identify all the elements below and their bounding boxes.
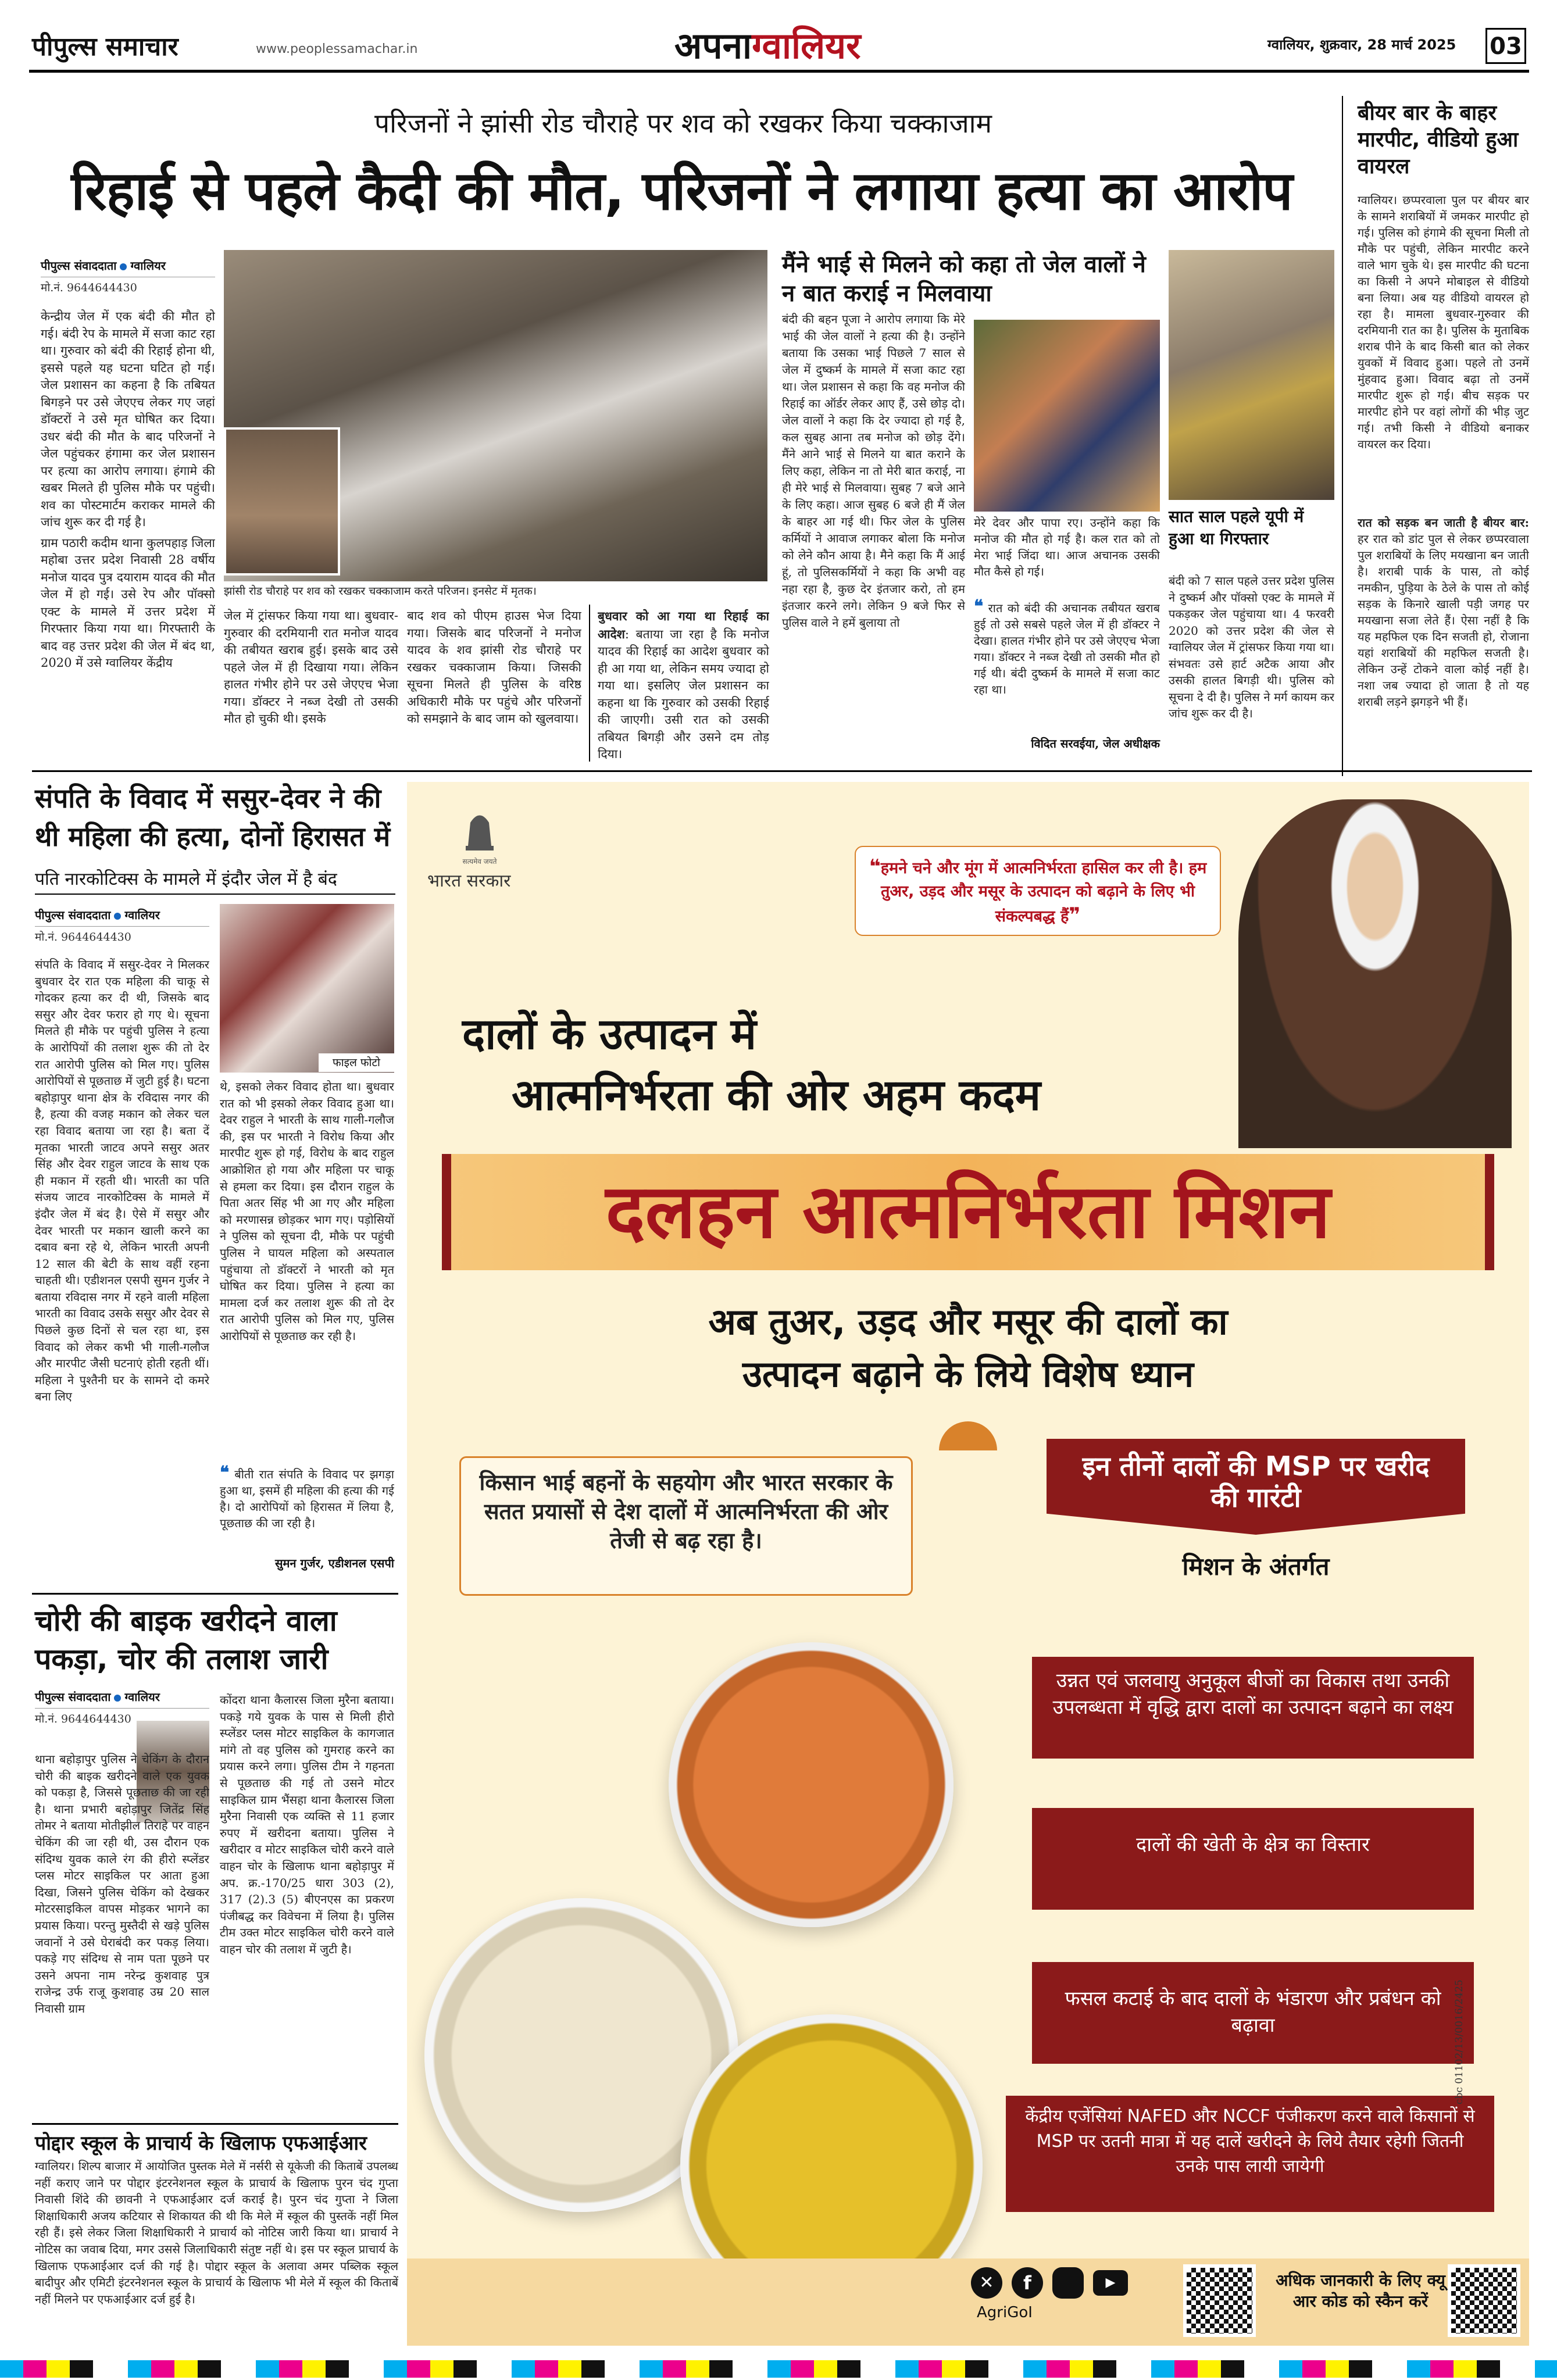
website-url: www.peoplessamachar.in (256, 42, 418, 56)
deceased-inset-photo (224, 427, 340, 576)
social-youtube-icon: ▶ (1093, 2270, 1128, 2296)
page-number: 03 (1485, 28, 1526, 64)
pm-quote-icon: ❝ (869, 855, 881, 878)
ad-sub-line2: उत्पादन बढ़ाने के लिये विशेष ध्यान (742, 1353, 1194, 1395)
property-quote-text: बीती रात संपति के विवाद पर झगड़ा हुआ था, इसमें ही महिला की हत्या की गई है। दो आरोपियों को हिरासत में लिया है, पूछताछ की जा रही है। (220, 1467, 394, 1530)
file-photo-label: फाइल फोटो (319, 1053, 394, 1072)
masthead (0, 0, 1557, 69)
bar-substory (1358, 514, 1529, 764)
property-byline-city: ग्वालियर (124, 908, 160, 922)
bar-headline: बीयर बार के बाहर मारपीट, वीडियो हुआ वायरल (1358, 101, 1519, 178)
bike-byline-phone: मो.नं. 9644644430 (35, 1708, 209, 1726)
property-kicker: पति नारकोटिक्स के मामले में इंदौर जेल में है बंद (35, 866, 395, 895)
bike-byline-dot-icon (114, 1695, 121, 1702)
section-title (674, 20, 860, 69)
school-headline: पोद्दार स्कूल के प्राचार्य के खिलाफ एफआईआर (35, 2132, 367, 2155)
property-quote-icon: ❝ (220, 1465, 230, 1483)
property-column-1: संपति के विवाद में ससुर-देवर ने मिलकर बुधवार देर रात एक महिला की चाकू से गोदकर हत्या कर दी थी, जिसके बाद ससुर और देवर फरार हो गए थे। सूचना मिलते ही मौके पर पहुंची पुलिस ने हत्या के आरोपियों की तलाश शुरू की तो देर रात आरोपी पुलिस को मिल गए। पुलिस आरोपियों से पूछताछ में जुटी हुई है। घटना बहोड़ापुर थाना क्षेत्र के रविदास नगर की है, हत्या की वजह मकान को लेकर चल रहा विवाद बताया जा रहा है। बता दें मृतका भारती जाटव अपने ससुर अतर सिंह और देवर राहुल जाटव के साथ एक ही मकान में रहती थी। भारती का पति संजय जाटव नारकोटिक्स के मामले में इंदौर जेल में बंद है। ऐसे में ससुर और देवर भारती पर मकान खाली करने का दबाव बना रहे थे, लेकिन भारती अपनी 12 साल की बेटी के साथ वहीं रहना चाहती थी। एडीशनल एसपी सुमन गुर्जर ने बताया रविदास नगर में रहने वाली महिला भारती का विवाद उसके ससुर और देवर से पिछले कुछ दिनों से चल रहा था, इस विवाद को लेकर कभी भी गाली-गलौज और मारपीट जैसी घटनाएं होती रहती थीं। महिला ने पुश्तैनी घर के सामने दो कमरे बना लिए (35, 957, 209, 1404)
lead-byline (41, 258, 215, 295)
msp-guarantee-title: इन तीनों दालों की MSP पर खरीद की गारंटी (1082, 1450, 1430, 1513)
mission-point-3-text: फसल कटाई के बाद दालों के भंडारण और प्रबंधन को बढ़ावा (1065, 1987, 1441, 2037)
mission-title: दलहन आत्मनिर्भरता मिशन (605, 1168, 1331, 1255)
bike-column-1: थाना बहोड़ापुर पुलिस ने चेकिंग के दौरान चोरी की बाइक खरीदने वाले एक युवक को पकड़ा है, जिससे पूछताछ की जा रही है। थाना प्रभारी बहोड़ापुर जितेंद्र सिंह तोमर ने बताया मोतीझील तिराहे पर वाहन चेकिंग की जा रही थी, उस दौरान एक संदिग्ध युवक काले रंग की हीरो स्प्लेंडर प्लस मोटर साइकिल पर आता हुआ दिखा, जिसने पुलिस चेकिंग को देखकर मोटरसाइकिल वापस मोड़कर भागने का प्रयास किया। परन्तु मुस्तैदी से खड़े पुलिस जवानों ने उसे घेराबंदी कर पकड़ लिया। पकड़े गए संदिग्ध से नाम पता पूछने पर उसने अपना नाम नरेन्द्र कुशवाह पुत्र राजेन्द्र उर्फ राजू कुशवाह उम्र 20 साल निवासी ग्राम (35, 1752, 209, 2016)
byline-dot-icon (120, 263, 127, 270)
jail-quote (974, 599, 1160, 727)
release-order-text: : बताया जा रहा है कि मनोज यादव की रिहाई का आदेश बुधवार को ही आ गया था, लेकिन समय ज्यादा हो गया था। इसलिए जेल प्रशासन का कहना था कि गुरुवार को उसकी रिहाई की जाएगी। उसी रात को उसकी तबियत बिगड़ी और उसने दम तोड़ दिया। (598, 627, 769, 761)
pm-quote-close-icon: ❞ (1069, 903, 1081, 927)
property-column-2: थे, इसको लेकर विवाद होता था। बुधवार रात को भी इसको लेकर विवाद हुआ था। देवर राहुल ने भारती के साथ गाली-गलौज की, इस पर भारती ने विरोध किया और मारपीट शुरू हो गई, विरोध के बाद राहुल आक्रोशित हो गया और महिला पर चाकू से हमला कर दिया। इस दौरान राहुल के पिता अतर सिंह भी आ गए और महिला को मरणासन्न छोड़कर भाग गए। पड़ोसियों ने पुलिस को सूचना दी, मौके पर पहुंची पुलिस ने घायल महिला को अस्पताल पहुंचाया तो डॉक्टरों ने भारती को मृत घोषित कर दिया। पुलिस ने हत्या का मामला दर्ज कर तलाश शुरू की तो देर रात आरोपी पुलिस को मिल गए, पुलिस आरोपियों से पूछताछ कर रही है। (220, 1080, 394, 1343)
ad-govt-label: भारत सरकार (427, 871, 511, 891)
quote-icon: ❝ (974, 599, 984, 617)
section-prefix: अपना (674, 24, 752, 67)
arrest-box-title: सात साल पहले यूपी में हुआ था गिरफ्तार (1169, 507, 1304, 548)
grieving-family-photo (974, 320, 1160, 512)
jail-quote-author: विदित सरवईया, जेल अधीक्षक (1031, 737, 1160, 751)
property-quote (220, 1465, 394, 1543)
section-divider-1 (32, 770, 1532, 772)
mission-point-2-text: दालों की खेती के क्षेत्र का विस्तार (1136, 1833, 1370, 1856)
section-name: ग्वालियर (752, 24, 861, 67)
lead-col1-para2: ग्राम पठारी कदीम थाना कुलपहाड़ जिला महोबा उत्तर प्रदेश निवासी 28 वर्षीय मनोज यादव पुत्र दयाराम यादव की मौत जेल में हो गई। उसे रेप और पॉक्सो एक्ट के मामले में उत्तर प्रदेश में गिरफ्तार किया गया था। गिरफ्तारी के बाद वह उत्तर प्रदेश की जेल में बंद था, 2020 में उसे ग्वालियर केंद्रीय (41, 535, 215, 670)
lead-column-4 (598, 607, 769, 764)
byline-name: पीपुल्स संवाददाता (41, 259, 117, 273)
ad-code: cbc 01102/13/0016/2425 (1454, 1979, 1465, 2104)
lead-photo-caption: झांसी रोड चौराहे पर शव को रखकर चक्काजाम करते परिजन। इनसेट में मृतक। (224, 585, 537, 598)
header-rule (29, 70, 1529, 73)
farmer-message: किसान भाई बहनों के सहयोग और भारत सरकार के सतत प्रयासों से देश दालों में आत्मनिर्भरता की ओर तेजी से बढ़ रहा है। (479, 1470, 893, 1553)
property-byline-dot-icon (114, 913, 121, 920)
lead-col1-para1: केन्द्रीय जेल में एक बंदी की मौत हो गई। बंदी रेप के मामले में सजा काट रहा था। गुरुवार को बंदी की रिहाई होना थी, इससे पहले यह घटना घटित हो गई। जेल प्रशासन का कहना है कि तबियत बिगड़ने पर उसे जेएएच लेकर गए जहां डॉक्टरों ने उसे मृत घोषित कर दिया। उधर बंदी की मौत के बाद परिजनों ने जेल पहुंचकर हंगामा कर जेल प्रशासन पर हत्या का आरोप लगाया। हंगामे की खबर मिलते ही पुलिस मौके पर पहुंची। शव का पोस्टमार्टम कराकर मामले की जांच शुरू कर दी गई है। (41, 309, 215, 529)
section-divider-3 (32, 2123, 398, 2125)
lead-column-3: बाद शव को पीएम हाउस भेज दिया गया। जिसके बाद परिजनों ने मनोज यादव के शव झांसी रोड चौराहे पर रखकर चक्काजाम किया। जिसकी सूचना मिलते ही पुलिस के वरिष्ठ अधिकारी मौके पर पहुंचे और परिजनों को समझाने के बाद जाम को खुलवाया। (407, 609, 581, 726)
social-instagram-icon (1052, 2267, 1084, 2299)
property-byline-phone: मो.नं. 9644644430 (35, 926, 209, 944)
qr-code-1 (1183, 2264, 1256, 2337)
bike-column-2: कोंदरा थाना कैलारस जिला मुरैना बताया। पकड़े गये युवक के पास से मिली हीरो स्प्लेंडर प्लस मोटर साइकिल के कागजात मांगे तो वह पुलिस को गुमराह करने का प्रयास करने लगा। पुलिस टीम ने गहनता से पूछताछ की गई तो उसने मोटर साइकिल ग्राम भैंसहा थाना कैलारस जिला मुरैना निवासी एक व्यक्ति से 11 हजार रुपए में खरीदना बताया। पुलिस ने खरीदार व मोटर साइकिल चोरी करने वाले वाहन चोर के खिलाफ थाना बहोड़ापुर में अप. क्र.-170/25 धारा 303 (2), 317 (2).3 (5) बीएनएस का प्रकरण पंजीबद्ध कर विवेचना में लिया है। पुलिस टीम उक्त मोटर साइकिल चोरी करने वाले वाहन चोर की तलाश में जुटी है। (220, 1693, 394, 1956)
property-byline-name: पीपुल्स संवाददाता (35, 908, 111, 922)
lead-kicker: परिजनों ने झांसी रोड चौराहे पर शव को रखकर किया चक्काजाम (374, 108, 992, 139)
bar-sub-title: रात को सड़क बन जाती है बीयर बार: (1358, 516, 1529, 530)
byline-phone: मो.नं. 9644644430 (41, 277, 215, 295)
ad-emblem-motto: सत्यमेव जयते (462, 857, 497, 866)
byline-city: ग्वालियर (130, 259, 166, 273)
ad-heading-line1: दालों के उत्पादन में (462, 1009, 757, 1059)
bike-byline-city: ग्वालियर (124, 1690, 160, 1704)
bike-byline-name: पीपुल्स संवाददाता (35, 1690, 111, 1704)
ad-sub-line1: अब तुअर, उड़द और मसूर की दालों का (708, 1300, 1228, 1343)
social-x-icon: ✕ (971, 2267, 1002, 2299)
arrest-scooter-photo (1169, 250, 1334, 500)
jail-quote-text: रात को बंदी की अचानक तबीयत खराब हुई तो उसे सबसे पहले जेल में ही डॉक्टर ने देखा। हालत गंभीर होने पर उसे जेएएच भेजा गया। डॉक्टर ने नब्ज देखी तो उसकी मौत हो गई थी। बंदी दुष्कर्म के मामले में सजा काट रहा था। (974, 601, 1160, 696)
lead-column-1 (41, 308, 215, 767)
social-handle: AgriGoI (977, 2304, 1033, 2321)
mission-point-2 (1032, 1808, 1474, 1910)
family-photo-caption: मेरे देवर और पापा रए। उन्होंने कहा कि मनोज की मौत हो गई है। कल रात को तो मेरा भाई जिंदा था। आज अचानक उसकी मौत कैसे हो गई। (974, 516, 1160, 578)
print-color-bar (0, 2360, 1557, 2378)
qr-instruction: अधिक जानकारी के लिए क्यू आर कोड को स्कैन करें (1276, 2271, 1445, 2311)
under-mission-label: मिशन के अंतर्गत (1182, 1552, 1330, 1581)
lead-headline: रिहाई से पहले कैदी की मौत, परिजनों ने लगाया हत्या का आरोप (71, 160, 1292, 222)
pm-quote-box (855, 846, 1221, 936)
social-facebook-icon: f (1012, 2267, 1043, 2299)
sun-ornament-icon (939, 1421, 997, 1450)
bike-headline: चोरी की बाइक खरीदने वाला पकड़ा, चोर की तलाश जारी (35, 1604, 337, 1676)
sister-column: बंदी की बहन पूजा ने आरोप लगाया कि मेरे भाई की जेल वालों ने हत्या की है। उन्होंने बताया कि उसका भाई पिछले 7 साल से जेल में दुष्कर्म के मामले में सजा काट रहा था। जेल प्रशासन से कहा कि वह मनोज की रिहाई का ऑर्डर लेकर आए हैं, उसे छोड़ दो। जेल वालों ने कहा कि देर ज्यादा हो गई है, कल सुबह आना तब मनोज को छोड़ देंगे। मैंने आने भाई से मिलने या बात कराने के लिए कहा, लेकिन ना तो मेरी बात कराई, ना ही मेरे भाई से मिलवाया। सुबह 7 बजे आने के लिए कहा। आज सुबह 6 बजे ही मैं जेल के बाहर आ गई थी। फिर जेल के पुलिस कर्मियों ने आवाज लगाकर बोला कि मनोज को लेने कौन आया है। मैने कहा कि मैं आई हूं, तो पुलिसकर्मियों ने कहा कि अभी वह नहा रहा है, कुछ देर इंतजार करो, तो हम इंतजार करने लगे। लेकिन 9 बजे फिर से पुलिस वाले ने हमें बुलाया तो (782, 312, 965, 630)
pm-quote: हमने चने और मूंग में आत्मनिर्भरता हासिल कर ली है। हम तुअर, उड़द और मसूर के उत्पादन को बढ़ाने के लिए भी संकल्पबद्ध हैं (880, 859, 1207, 925)
ad-emblem-icon (462, 805, 497, 855)
victim-file-photo (220, 904, 394, 1073)
property-byline (35, 907, 209, 944)
mission-point-4-text: केंद्रीय एजेंसियां NAFED और NCCF पंजीकरण करने वाले किसानों से MSP पर उतनी मात्रा में यह दालें खरीदने के लिये तैयार रहेगी जितनी उनके पास लायी जायेगी (1025, 2106, 1475, 2177)
sister-headline: मैंने भाई से मिलने को कहा तो जेल वालों ने न बात कराई न मिलवाया (782, 251, 1146, 307)
pm-portrait (1238, 799, 1512, 1148)
mission-point-4 (1006, 2096, 1494, 2212)
bar-story-text: ग्वालियर। छप्परवाला पुल पर बीयर बार के सामने शराबियों में जमकर मारपीट हो गई। पुलिस को हंगामे की सूचना मिली तो मौके पर पहुंची, लेकिन मारपीट करने वाले भाग चुके थे। इस मारपीट की घटना का किसी ने अपने मोबाइल से वीडियो बना लिया। अब यह वीडियो वायरल हो रहा है। मामला बुधवार-गुरुवार की दरमियानी रात का है। पुलिस के मुताबिक शराब पीने के बाद किसी बात को लेकर युवकों में विवाद हुआ। पहले तो उनमें मुंहवाद हुआ। विवाद बढ़ा तो उनमें मारपीट शुरू हो गई। बीच सड़क पर मारपीट होने पर वहां लोगों की भीड़ जुट गई। तभी किसी ने वीडियो बनाकर वायरल कर दिया। (1358, 193, 1529, 451)
qr-code-2 (1448, 2264, 1520, 2337)
arrest-box-text: बंदी को 7 साल पहले उत्तर प्रदेश पुलिस ने दुष्कर्म और पॉक्सो एक्ट के मामले में पकड़कर जेल पहुंचाया था। 4 फरवरी 2020 को उत्तर प्रदेश की जेल से ग्वालियर जेल में ट्रांसफर किया गया था। संभवतः उसे हार्ट अटैक आया और उसकी हालत बिगड़ी थी। पुलिस को सूचना दे दी है। पुलिस ने मर्ग कायम कर जांच शुरू कर दी है। (1169, 574, 1334, 720)
lead-column-2: जेल में ट्रांसफर किया गया था। बुधवार-गुरुवार की दरमियानी रात मनोज यादव की तबीयत खराब हुई। इसके बाद उसे पहले जेल में ही दिखाया गया। लेकिन हालत गंभीर होने पर उसे जेएएच भेजा गया। डॉक्टर ने नब्ज देखी तो उसकी मौत हो चुकी थी। इसके (224, 609, 398, 726)
issue-date: ग्वालियर, शुक्रवार, 28 मार्च 2025 (1267, 37, 1456, 53)
brand-logo: पीपुल्स समाचार (32, 32, 178, 62)
column-divider (589, 605, 590, 762)
property-quote-author: सुमन गुर्जर, एडीशनल एसपी (274, 1556, 394, 1570)
mission-point-1-text: उन्नत एवं जलवायु अनुकूल बीजों का विकास तथा उनकी उपलब्धता में वृद्धि द्वारा दालों का उत्पादन बढ़ाने का लक्ष्य (1052, 1669, 1454, 1719)
ad-heading-line2: आत्मनिर्भरता की ओर अहम कदम (512, 1070, 1041, 1120)
property-headline: संपति के विवाद में ससुर-देवर ने की थी महिला की हत्या, दोनों हिरासत में (35, 782, 391, 852)
right-column-divider (1342, 96, 1343, 776)
school-story-text: ग्वालियर। शिल्प बाजार में आयोजित पुस्तक मेले में नर्सरी से यूकेजी की किताबें उपलब्ध नहीं कराए जाने पर पोद्दार इंटरनेशनल स्कूल के प्राचार्य के खिलाफ पुरन चंद गुप्ता निवासी शिंदे की छावनी ने एफआईआर दर्ज कराई है। पुरन चंद गुप्ता ने जिला शिक्षाधिकारी अजय कटियार से शिकायत की थी कि मेले में स्कूल की पुस्तकें नहीं मिल रही हैं। इसे लेकर जिला शिक्षाधिकारी ने प्राचार्य को नोटिस जारी किया था। प्राचार्य ने नोटिस का जवाब दिया, मगर उससे जिलाधिकारी संतुष्ट नहीं थे। इस पर स्कूल प्राचार्य के खिलाफ एफआईआर दर्ज की गई है। पोद्दार स्कूल के अलावा अमर पब्लिक स्कूल बादीपुर और एमिटी इंटरनेशनल स्कूल के प्राचार्य के खिलाफ भी मेले में स्कूल की किताबें नहीं मिलने पर एफआईआर दर्ज हुई है। (35, 2159, 398, 2306)
mission-point-3 (1032, 1962, 1474, 2064)
release-order-title: बुधवार को आ गया था रिहाई का आदेश (598, 609, 769, 641)
masoor-dal-bowl (669, 1642, 954, 1927)
mission-point-1 (1032, 1657, 1474, 1759)
govt-ad (407, 782, 1529, 2346)
section-divider-2 (32, 1593, 398, 1595)
bar-sub-text: हर रात को डांट पुल से लेकर छप्परवाला पुल शराबियों के लिए मयखाना बन जाती है। शराबी पार्क के पास, तो कोई नमकीन, पुड़िया के ठेले के पास तो कोई सड़क के किनारे खाली पड़ी जगह पर मयखाना सजा लेते हैं। ऐसा नहीं है कि यह महफिल एक दिन सजती हो, रोजाना यहां शराबियों की महफिल सजती है। लेकिन उन्हें टोकने वाला कोई नहीं है। नशा जब ज्यादा हो जाता है तो यह शराबी लड़ने झगड़ने भी हैं। (1358, 532, 1529, 709)
